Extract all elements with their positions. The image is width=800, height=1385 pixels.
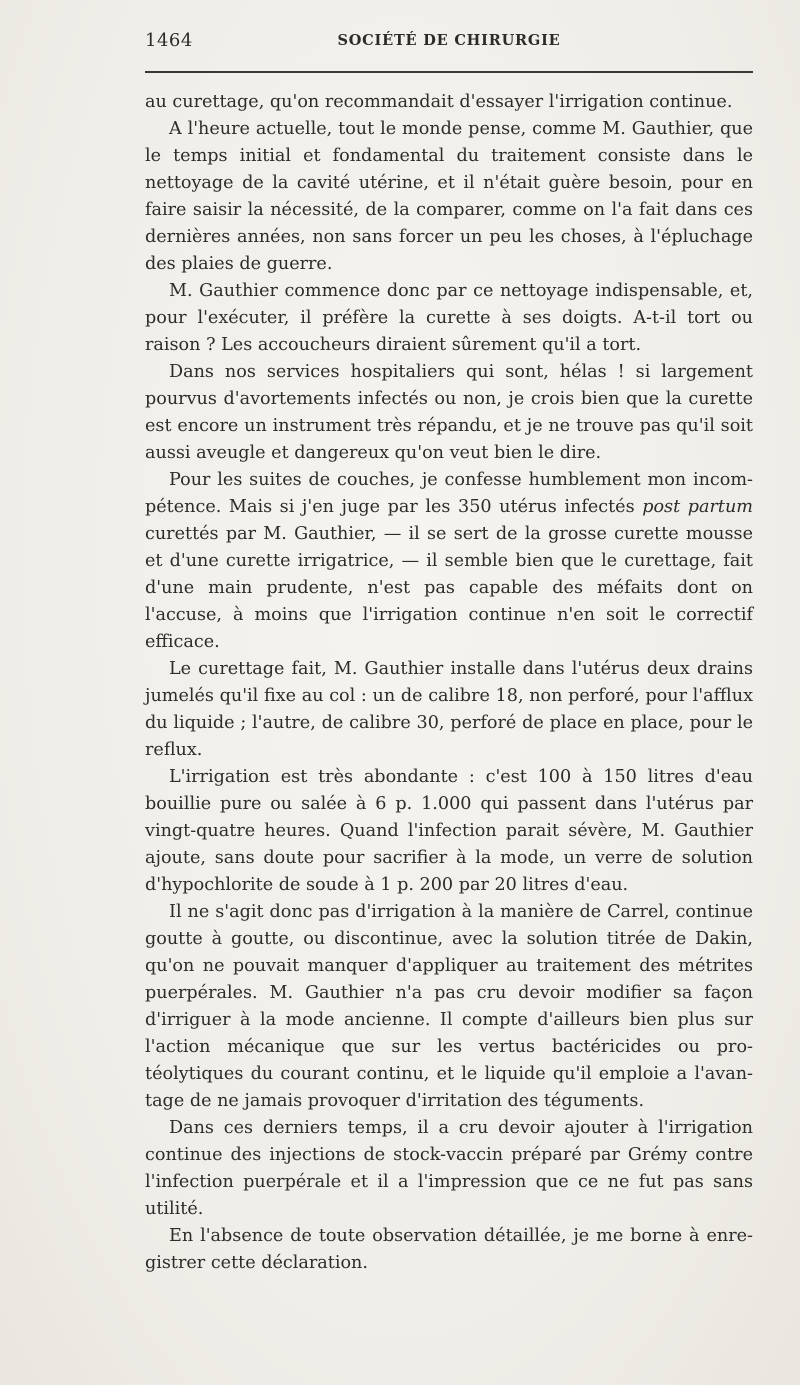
paragraph-5-part-2: curettés par M. Gauthier, — il se sert de la grosse curette mousse et d'une curette irrigatrice, — il semble bien que le curettage, fait d'une main prudente, n'est pas capable des méfaits dont on l'accuse, à moins que l'irrigation continue n'en soit le correctif efficace. xyxy=(145,524,753,652)
paragraph-5-italic-term: post partum xyxy=(642,497,753,517)
paragraph-5-part-1: Pour les suites de couches, je confesse humblement mon incompétence. Mais si j'en juge par les 350 utérus infectés xyxy=(145,470,753,517)
paragraph-3: M. Gauthier commence donc par ce nettoyage indispensable, et, pour l'exécuter, il préfère la curette à ses doigts. A-t-il tort ou raison ? Les accoucheurs diraient sûrement qu'il a tort. xyxy=(145,281,753,355)
header-rule xyxy=(145,71,753,73)
paragraph-4: Dans nos services hospitaliers qui sont, hélas ! si largement pourvus d'avortements infectés ou non, je crois bien que la curette est encore un instrument très répandu, et je ne trouve pas qu'il soit aussi aveugle et dangereux qu'on veut bien le dire. xyxy=(145,362,753,463)
paragraph-10: En l'absence de toute observation détaillée, je me borne à enregistrer cette déclaration. xyxy=(145,1226,753,1273)
paragraph-5 xyxy=(145,467,753,656)
paragraph-8: Il ne s'agit donc pas d'irrigation à la manière de Carrel, continue goutte à goutte, ou discontinue, avec la solution titrée de Dakin, qu'on ne pouvait manquer d'appliquer au traitement des métrites puerpérales. M. Gauthier n'a pas cru devoir modifier sa façon d'irriguer à la mode ancienne. Il compte d'ailleurs bien plus sur l'action mécanique que sur les vertus bactéricides ou protéolytiques du courant continu, et le liquide qu'il emploie a l'avantage de ne jamais provoquer d'irritation des téguments. xyxy=(145,902,753,1111)
paragraph-9: Dans ces derniers temps, il a cru devoir ajouter à l'irrigation continue des injections de stock-vaccin préparé par Grémy contre l'infection puerpérale et il a l'impression que ce ne fut pas sans utilité. xyxy=(145,1118,753,1219)
paragraph-1: au curettage, qu'on recommandait d'essayer l'irrigation continue. xyxy=(145,92,733,112)
running-title: SOCIÉTÉ DE CHIRURGIE xyxy=(337,32,561,49)
page-header xyxy=(145,30,753,56)
paragraph-7: L'irrigation est très abondante : c'est 100 à 150 litres d'eau bouillie pure ou salée à 6 p. 1.000 qui passent dans l'utérus par vingt-quatre heures. Quand l'infection parait sévère, M. Gauthier ajoute, sans doute pour sacrifier à la mode, un verre de solution d'hypochlorite de soude à 1 p. 200 par 20 litres d'eau. xyxy=(145,767,753,895)
paragraph-6: Le curettage fait, M. Gauthier installe dans l'utérus deux drains jumelés qu'il fixe au col : un de calibre 18, non perforé, pour l'afflux du liquide ; l'autre, de calibre 30, perforé de place en place, pour le reflux. xyxy=(145,659,753,760)
body-text xyxy=(145,89,753,1277)
paragraph-2: A l'heure actuelle, tout le monde pense, comme M. Gauthier, que le temps initial et fondamental du traitement consiste dans le nettoyage de la cavité utérine, et il n'était guère besoin, pour en faire saisir la nécessité, de la comparer, comme on l'a fait dans ces dernières années, non sans forcer un peu les choses, à l'épluchage des plaies de guerre. xyxy=(145,119,753,274)
page-number: 1464 xyxy=(145,30,193,51)
